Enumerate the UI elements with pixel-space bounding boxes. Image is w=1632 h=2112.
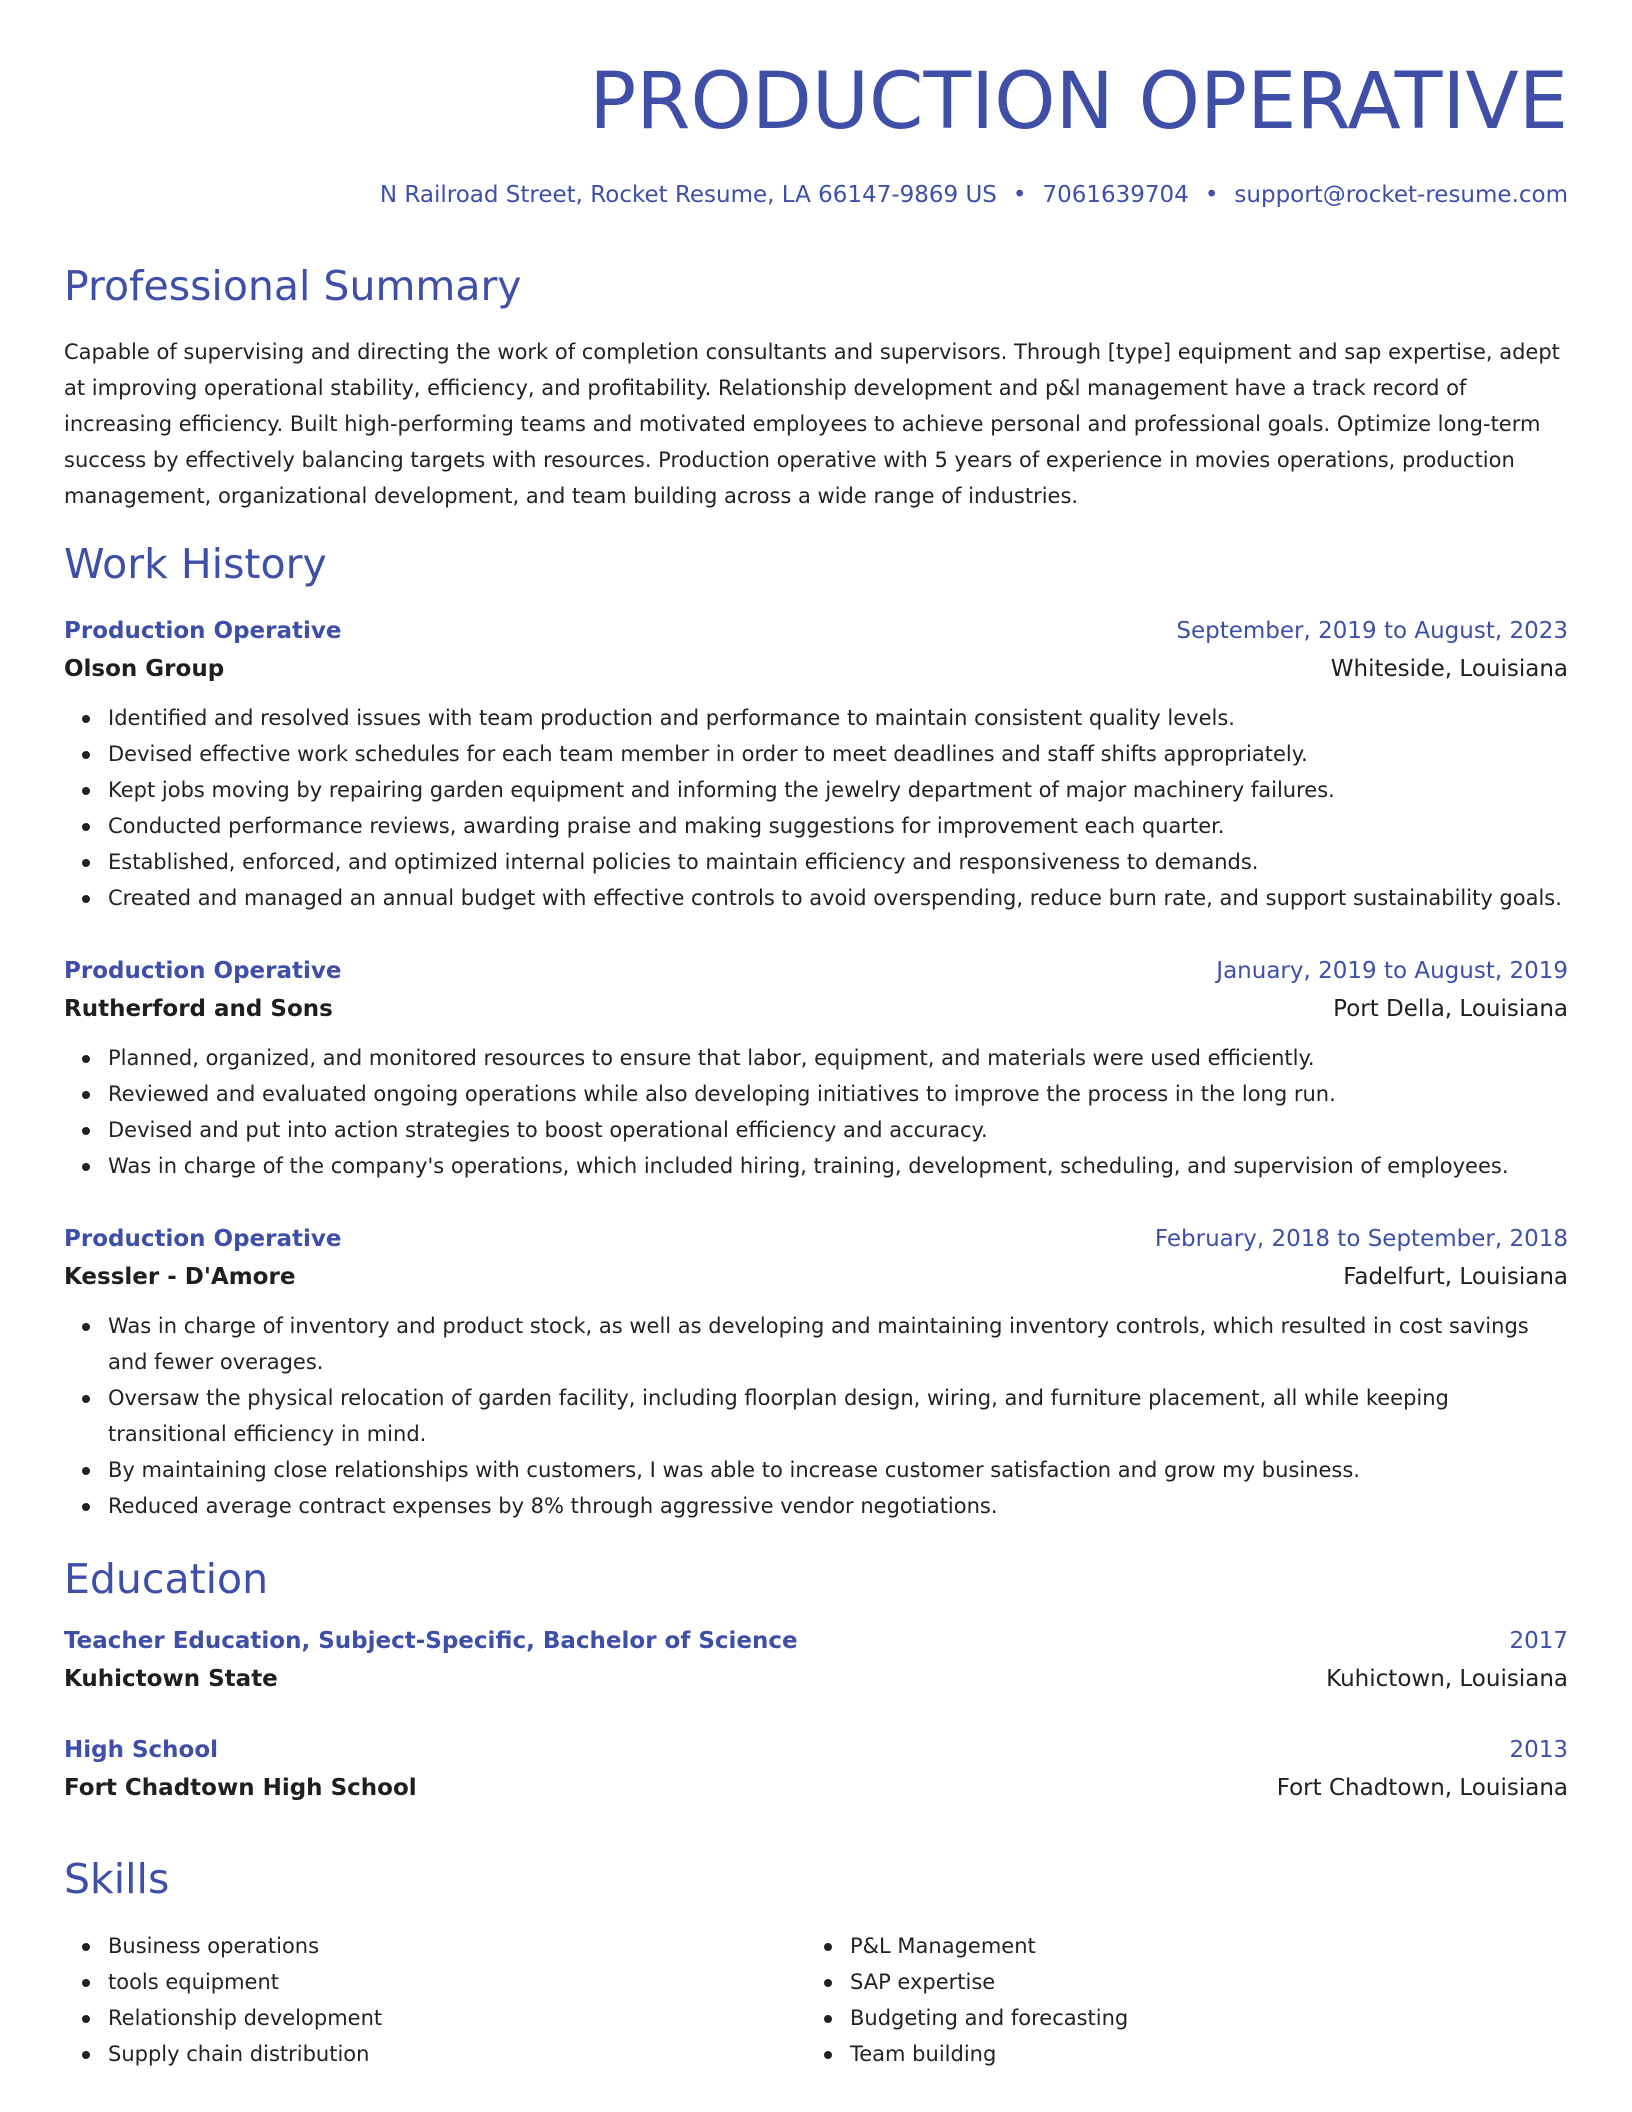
job-bullet: Identified and resolved issues with team production and performance to maintain consistent quality levels. [108,700,1568,736]
job-dates: January, 2019 to August, 2019 [1216,958,1568,984]
job-bullet: Reviewed and evaluated ongoing operations while also developing initiatives to improve the process in the long run. [108,1076,1568,1112]
resume-name: PRODUCTION OPERATIVE [589,57,1568,147]
work-history-heading: Work History [64,540,327,588]
job-bullet: Reduced average contract expenses by 8% through aggressive vendor negotiations. [108,1488,1568,1524]
job-dates: February, 2018 to September, 2018 [1154,1226,1568,1252]
job-bullet: Planned, organized, and monitored resources to ensure that labor, equipment, and materials were used efficiently. [108,1040,1568,1076]
job-bullet: Conducted performance reviews, awarding praise and making suggestions for improvement each quarter. [108,808,1568,844]
job-bullet: Kept jobs moving by repairing garden equipment and informing the jewelry department of major machinery failures. [108,772,1568,808]
job-subheader [64,652,1568,690]
skills-heading: Skills [64,1855,170,1903]
education-entry [64,1733,1568,1809]
education-location: Fort Chadtown, Louisiana [1276,1775,1568,1801]
job-header [64,614,1568,652]
skills-column-right [806,1928,1128,2072]
job-company: Rutherford and Sons [64,996,333,1022]
education-degree: High School [64,1737,219,1763]
contact-email[interactable]: support@rocket-resume.com [1234,182,1568,208]
education-subheader [64,1662,1568,1700]
job-location: Fadelfurt, Louisiana [1343,1264,1568,1290]
education-heading: Education [64,1555,269,1603]
education-year: 2013 [1509,1737,1568,1763]
job-company: Kessler - D'Amore [64,1264,296,1290]
job-subheader [64,1260,1568,1298]
skills-column-left [64,1928,382,2072]
skill-item: Budgeting and forecasting [850,2000,1128,2036]
job-bullet: Was in charge of inventory and product stock, as well as developing and maintaining inventory controls, which resulted in cost savings and fewer overages. [108,1308,1568,1380]
education-location: Kuhictown, Louisiana [1326,1666,1568,1692]
education-entry [64,1624,1568,1700]
job-bullets [64,1308,1568,1524]
job-bullet: Oversaw the physical relocation of garden facility, including floorplan design, wiring, and furniture placement, all while keeping transitional efficiency in mind. [108,1380,1568,1452]
contact-address: N Railroad Street, Rocket Resume, LA 66147-9869 US [379,182,997,208]
job-entry [64,1222,1568,1524]
job-header [64,954,1568,992]
contact-line [380,180,1568,210]
job-bullets [64,700,1568,916]
education-school: Fort Chadtown High School [64,1775,417,1801]
contact-phone[interactable]: 7061639704 [1042,182,1189,208]
job-entry [64,614,1568,916]
skill-item: P&L Management [850,1928,1128,1964]
job-entry [64,954,1568,1184]
job-bullet: Established, enforced, and optimized internal policies to maintain efficiency and responsiveness to demands. [108,844,1568,880]
job-location: Whiteside, Louisiana [1330,656,1568,682]
summary-heading: Professional Summary [64,262,522,310]
job-bullet: Was in charge of the company's operations, which included hiring, training, development, scheduling, and supervision of employees. [108,1148,1568,1184]
job-location: Port Della, Louisiana [1333,996,1568,1022]
job-dates: September, 2019 to August, 2023 [1176,618,1568,644]
job-bullet: Created and managed an annual budget with effective controls to avoid overspending, reduce burn rate, and support sustainability goals. [108,880,1568,916]
skill-item: Relationship development [108,2000,382,2036]
education-subheader [64,1771,1568,1809]
job-bullet: Devised and put into action strategies to boost operational efficiency and accuracy. [108,1112,1568,1148]
resume-page [64,0,1568,2066]
contact-separator: • [1012,182,1027,208]
job-title: Production Operative [64,958,342,984]
skill-item: Supply chain distribution [108,2036,382,2072]
skill-item: SAP expertise [850,1964,1128,2000]
contact-separator: • [1204,182,1219,208]
education-degree: Teacher Education, Subject-Specific, Bachelor of Science [64,1628,798,1654]
skill-item: tools equipment [108,1964,382,2000]
summary-text: Capable of supervising and directing the work of completion consultants and supervisors. Through [type] equipment and sap expertise, adept at improving operational stability, efficiency, and profitability. Relationship development and p&l management have a track record of increasing efficiency. Built high-performing teams and motivated employees to achieve personal and professional goals. Optimize long-term success by effectively balancing targets with resources. Production operative with 5 years of experience in movies operations, production management, organizational development, and team building across a wide range of industries. [64,340,1560,508]
education-year: 2017 [1509,1628,1568,1654]
education-header [64,1624,1568,1662]
job-title: Production Operative [64,1226,342,1252]
job-header [64,1222,1568,1260]
job-company: Olson Group [64,656,225,682]
job-bullets [64,1040,1568,1184]
skill-item: Team building [850,2036,1128,2072]
job-subheader [64,992,1568,1030]
job-bullet: Devised effective work schedules for each team member in order to meet deadlines and staff shifts appropriately. [108,736,1568,772]
job-bullet: By maintaining close relationships with customers, I was able to increase customer satisfaction and grow my business. [108,1452,1568,1488]
skill-item: Business operations [108,1928,382,1964]
job-title: Production Operative [64,618,342,644]
education-school: Kuhictown State [64,1666,278,1692]
education-header [64,1733,1568,1771]
